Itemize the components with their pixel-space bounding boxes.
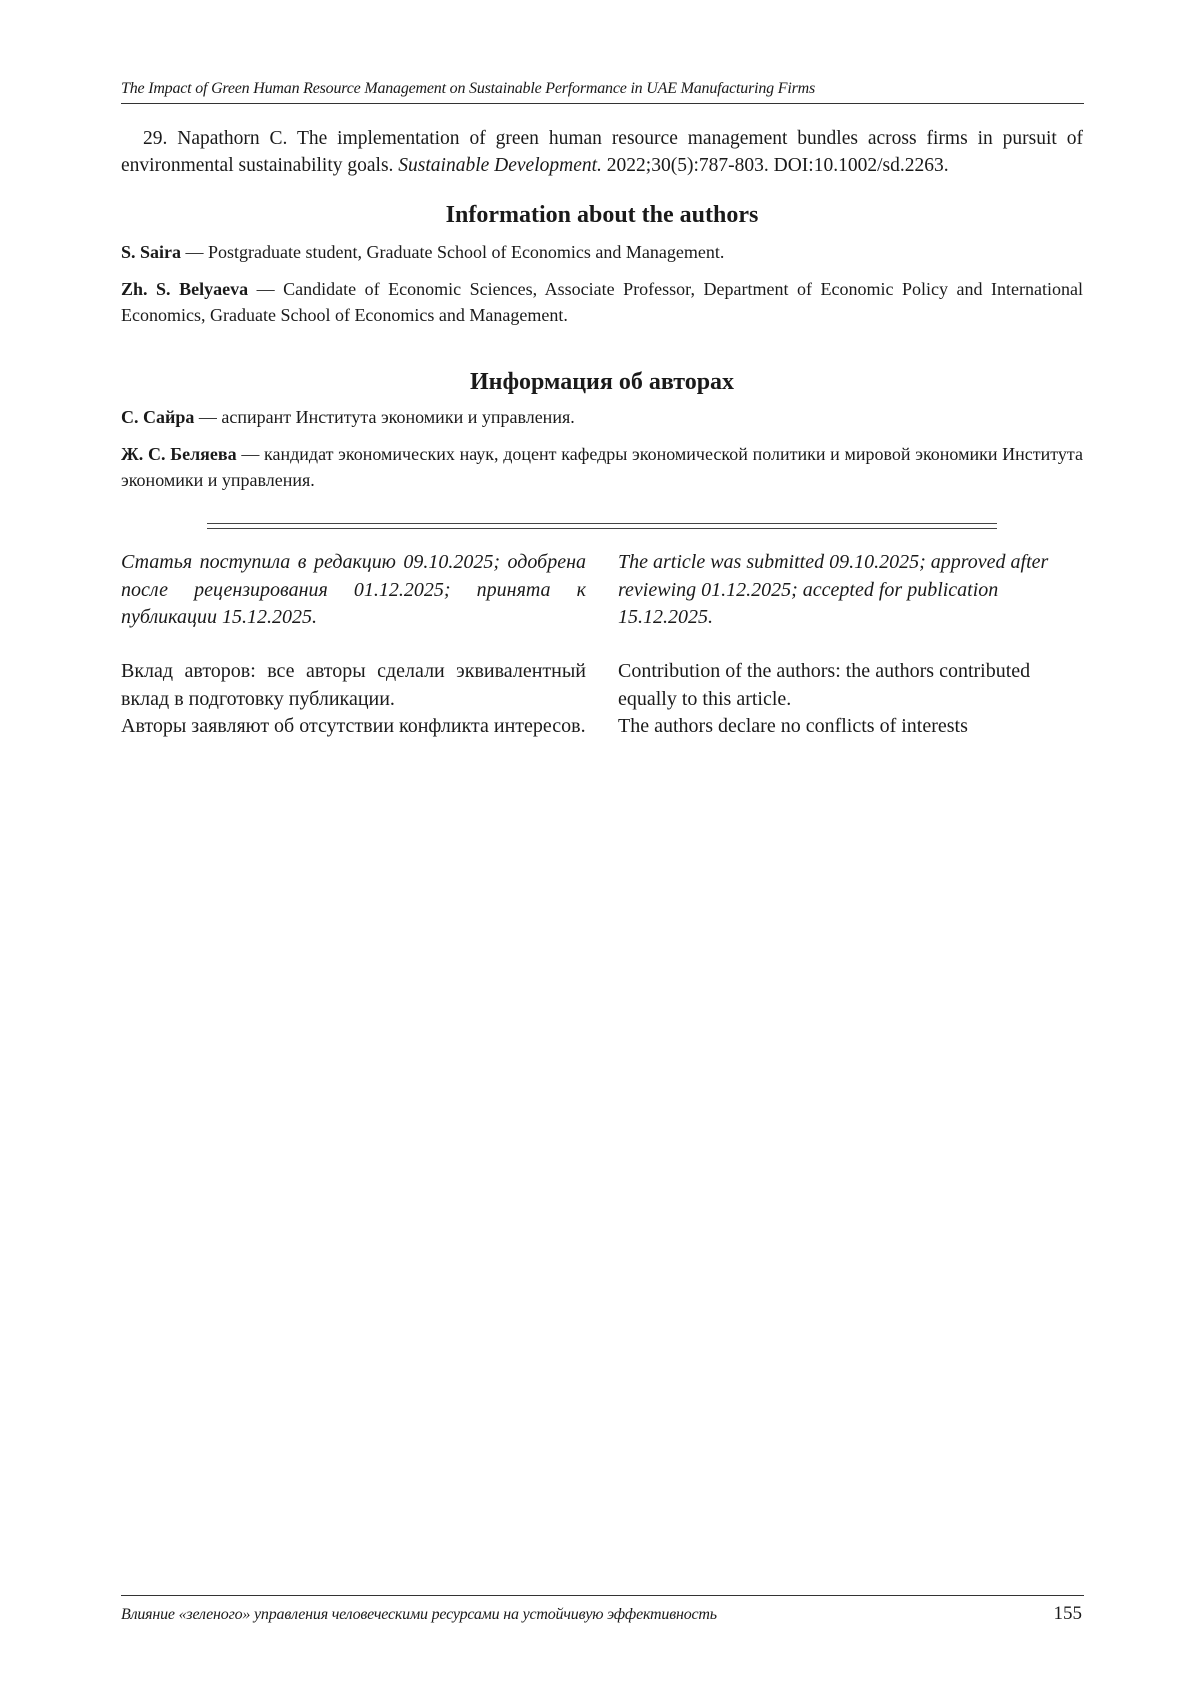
- author-entry-en: [121, 239, 1083, 265]
- header-divider: [121, 103, 1084, 104]
- running-footer: Влияние «зеленого» управления человеческими ресурсами на устойчивую эффективность: [121, 1606, 717, 1623]
- author-entry-en: [121, 276, 1083, 328]
- contribution-statement-ru: Вклад авторов: все авторы сделали эквивалентный вклад в подготовку публикации.: [121, 660, 586, 710]
- authors-heading-ru: Информация об авторах: [469, 369, 735, 395]
- authors-heading-en: Information about the authors: [445, 202, 759, 228]
- article-dates-ru: Статья поступила в редакцию 09.10.2025; одобрена после рецензирования 01.12.2025; принята к публикации 15.12.2025.: [121, 551, 586, 628]
- author-name: S. Saira: [121, 242, 182, 262]
- author-description: — кандидат экономических наук, доцент кафедры экономической политики и мировой экономики Института экономики и управления.: [121, 444, 1083, 490]
- reference-entry: [121, 125, 1083, 179]
- reference-journal: Sustainable Development.: [398, 155, 602, 176]
- running-header: The Impact of Green Human Resource Management on Sustainable Performance in UAE Manufacturing Firms: [121, 80, 816, 97]
- contribution-statement-en: Contribution of the authors: the authors contributed equally to this article.: [618, 660, 1031, 710]
- reference-number: 29.: [143, 128, 168, 149]
- contribution-block-ru: [121, 658, 586, 741]
- author-name: С. Сайра: [121, 407, 195, 427]
- author-entry-ru: [121, 404, 1083, 430]
- author-name: Ж. С. Беляева: [121, 444, 237, 464]
- conflict-statement-ru: Авторы заявляют об отсутствии конфликта интересов.: [121, 715, 586, 737]
- contribution-block-en: [618, 658, 1083, 741]
- author-description: — аспирант Института экономики и управления.: [194, 407, 575, 427]
- author-entry-ru: [121, 441, 1083, 493]
- conflict-statement-en: The authors declare no conflicts of interests: [618, 715, 968, 737]
- footer-divider: [121, 1595, 1084, 1596]
- author-description: — Postgraduate student, Graduate School of Economics and Management.: [181, 242, 725, 262]
- author-name: Zh. S. Belyaeva: [121, 279, 249, 299]
- author-description: — Candidate of Economic Sciences, Associate Professor, Department of Economic Policy and International Economics, Graduate School of Economics and Management.: [121, 279, 1084, 325]
- reference-text: Napathorn C. The implementation of green human resource management bundles across firms in pursuit of environmental sustainability goals.: [121, 128, 1083, 176]
- page-number: 155: [1053, 1603, 1082, 1624]
- section-double-divider: [207, 523, 997, 529]
- reference-details: 2022;30(5):787-803. DOI:10.1002/sd.2263.: [601, 155, 949, 176]
- article-dates-en: The article was submitted 09.10.2025; approved after reviewing 01.12.2025; accepted for publication 15.12.2025.: [618, 551, 1049, 628]
